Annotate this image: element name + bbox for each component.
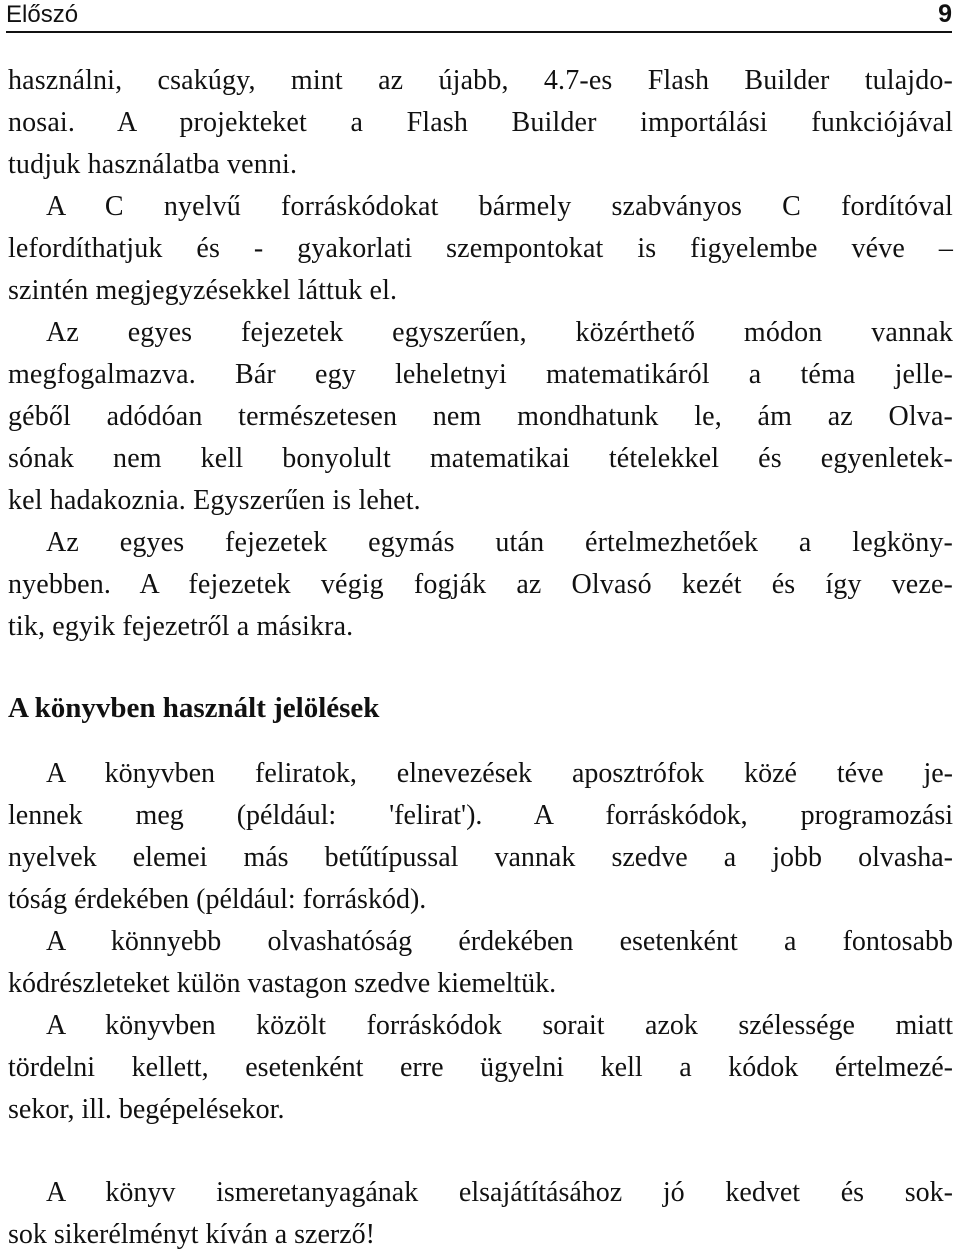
paragraph-bold-code <box>8 921 953 1005</box>
text-line: A C nyelvű forráskódokat bármely szabványos C fordítóval <box>46 191 953 222</box>
body-text <box>8 60 953 648</box>
text-line: tördelni kellett, esetenként erre ügyelni kell a kódok értelmezé- <box>8 1052 953 1083</box>
text-line: kódrészleteket külön vastagon szedve kiemeltük. <box>8 968 557 999</box>
section-body-text <box>8 753 953 1131</box>
text-line: kel hadakoznia. Egyszerűen is lehet. <box>8 485 421 516</box>
text-line: A könyv ismeretanyagának elsajátításához jó kedvet és sok- <box>46 1177 953 1208</box>
text-line: tik, egyik fejezetről a másikra. <box>8 611 354 642</box>
paragraph-closing <box>8 1172 953 1256</box>
paragraph-c-sources <box>8 186 953 312</box>
text-line: megfogalmazva. Bár egy leheletnyi matematikáról a téma jelle- <box>8 359 953 390</box>
section-heading: A könyvben használt jelölések <box>8 692 380 724</box>
text-line: nyelvek elemei más betűtípussal vannak szedve a jobb olvasha- <box>8 842 953 873</box>
paragraph-line-breaks <box>8 1005 953 1131</box>
paragraph-notation <box>8 753 953 921</box>
text-line: Az egyes fejezetek egymás után értelmezhetőek a legköny- <box>46 527 953 558</box>
text-line: sok sikerélményt kíván a szerző! <box>8 1219 375 1250</box>
text-line: lefordíthatjuk és - gyakorlati szempontokat is figyelembe véve – <box>8 233 953 264</box>
text-line: tóság érdekében (például: forráskód). <box>8 884 427 915</box>
text-line: nosai. A projekteket a Flash Builder importálási funkciójával <box>8 107 953 138</box>
closing-text <box>8 1172 953 1256</box>
text-line: tudjuk használatba venni. <box>8 149 298 180</box>
text-line: géből adódóan természetesen nem mondhatunk le, ám az Olva- <box>8 401 953 432</box>
text-line: A könnyebb olvashatóság érdekében esetenként a fontosabb <box>46 926 953 957</box>
text-line: Az egyes fejezetek egyszerűen, közérthető módon vannak <box>46 317 953 348</box>
page-number: 9 <box>938 0 952 28</box>
text-line: lennek meg (például: 'felirat'). A forráskódok, programozási <box>8 800 953 831</box>
paragraph-chapters-simple <box>8 312 953 522</box>
text-line: használni, csakúgy, mint az újabb, 4.7-es Flash Builder tulajdo- <box>8 65 953 96</box>
text-line: A könyvben feliratok, elnevezések aposztrófok közé téve je- <box>46 758 953 789</box>
text-line: sónak nem kell bonyolult matematikai tételekkel és egyenletek- <box>8 443 953 474</box>
text-line: sekor, ill. begépelésekor. <box>8 1094 285 1125</box>
running-header <box>6 0 952 33</box>
running-title: Előszó <box>6 1 79 28</box>
paragraph-flash-builder <box>8 60 953 186</box>
text-line: A könyvben közölt forráskódok sorait azok szélessége miatt <box>46 1010 953 1041</box>
text-line: nyebben. A fejezetek végig fogják az Olvasó kezét és így veze- <box>8 569 953 600</box>
paragraph-chapters-order <box>8 522 953 648</box>
text-line: szintén megjegyzésekkel láttuk el. <box>8 275 398 306</box>
